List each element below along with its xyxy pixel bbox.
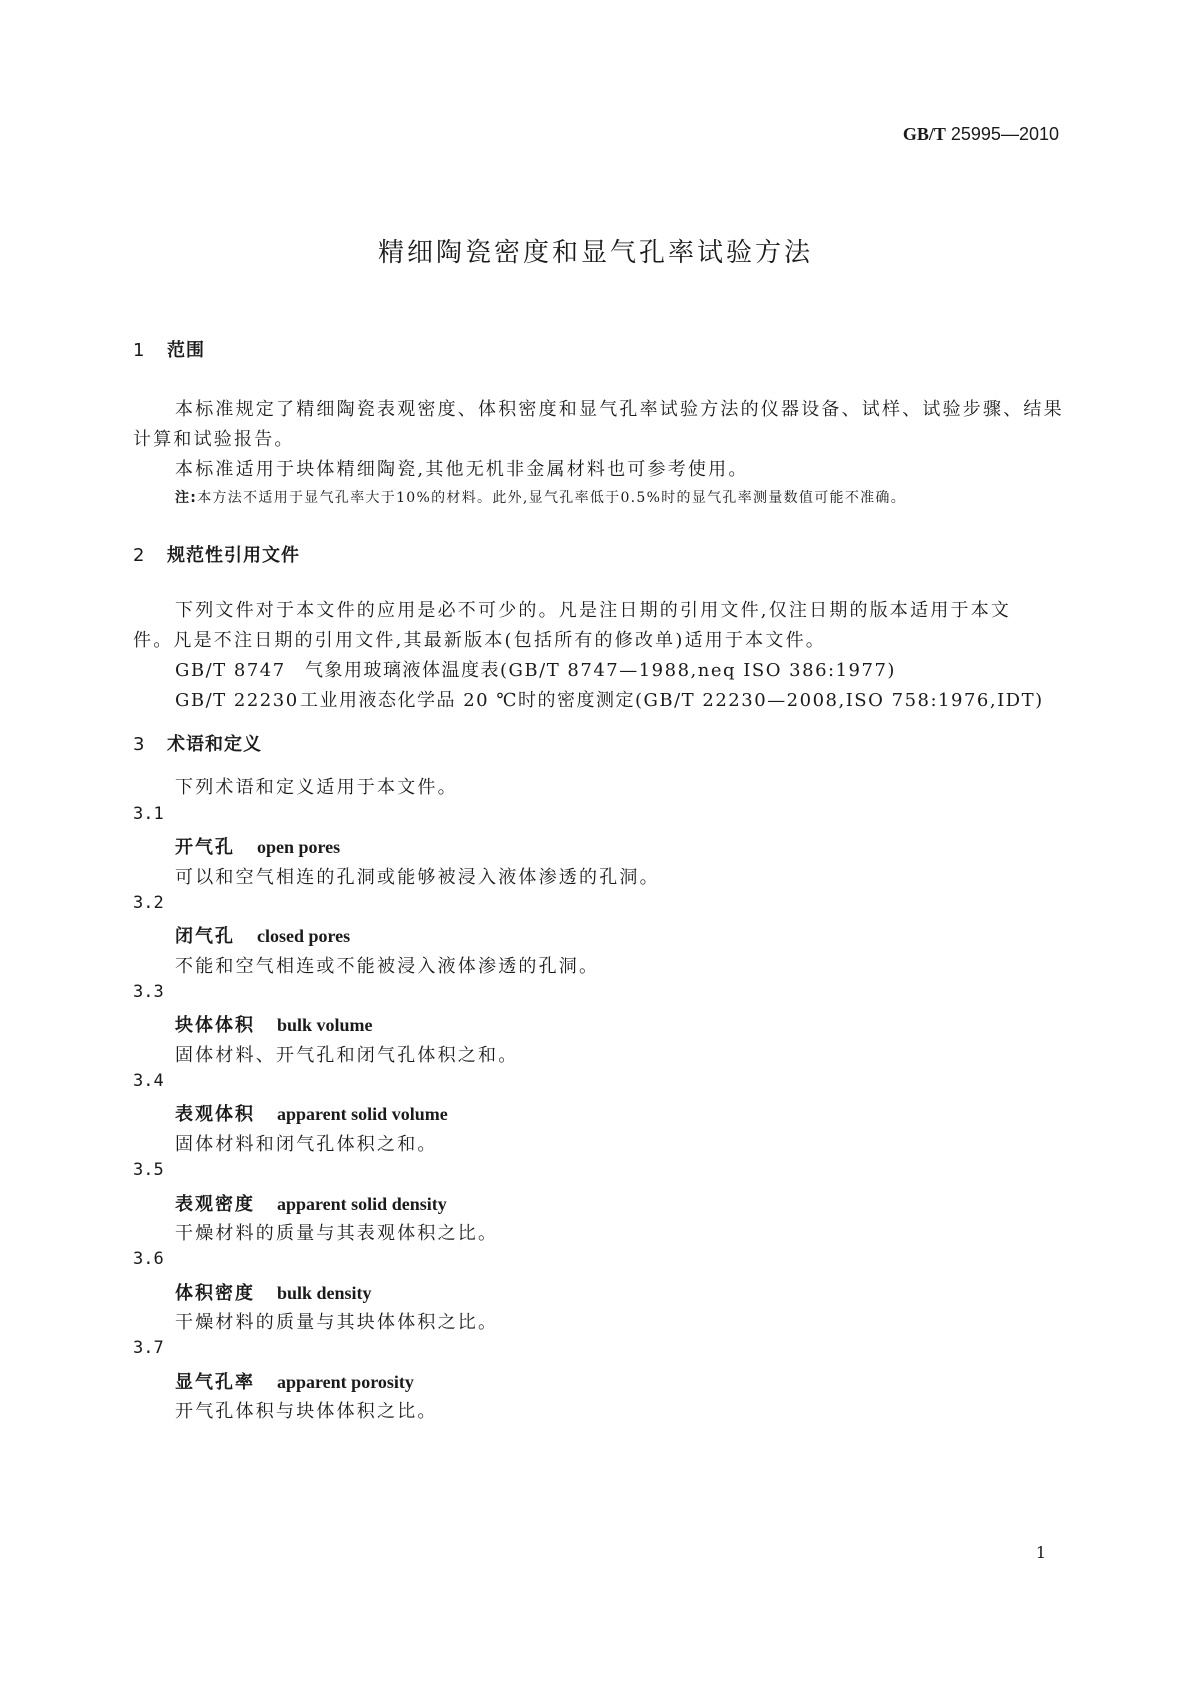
term-number: 3.2 xyxy=(133,893,164,913)
term-english: open pores xyxy=(257,837,341,857)
reference-item xyxy=(175,656,896,682)
term-heading xyxy=(175,922,350,948)
paragraph: 下列文件对于本文件的应用是必不可少的。凡是注日期的引用文件,仅注日期的版本适用于本文 xyxy=(175,600,1012,621)
term-chinese: 块体体积 xyxy=(175,1015,255,1036)
term-chinese: 闭气孔 xyxy=(175,926,235,947)
document-title: 精细陶瓷密度和显气孔率试验方法 xyxy=(377,238,813,268)
paragraph: 件。凡是不注日期的引用文件,其最新版本(包括所有的修改单)适用于本文件。 xyxy=(133,630,826,651)
term-number: 3.6 xyxy=(133,1249,164,1269)
term-definition: 可以和空气相连的孔洞或能够被浸入液体渗透的孔洞。 xyxy=(175,867,660,888)
paragraph: 本标准适用于块体精细陶瓷,其他无机非金属材料也可参考使用。 xyxy=(175,459,749,480)
term-definition: 固体材料、开气孔和闭气孔体积之和。 xyxy=(175,1045,519,1066)
term-english: bulk volume xyxy=(277,1015,373,1035)
term-heading xyxy=(175,1368,414,1394)
standard-number xyxy=(903,124,1059,145)
note-text: 本方法不适用于显气孔率大于10%的材料。此外,显气孔率低于0.5%时的显气孔率测量数值可能不准确。 xyxy=(197,490,907,506)
term-english: bulk density xyxy=(277,1283,372,1303)
term-definition: 开气孔体积与块体体积之比。 xyxy=(175,1401,438,1422)
section-number: 1 xyxy=(133,340,146,361)
standard-code: 25995—2010 xyxy=(950,124,1059,144)
term-chinese: 开气孔 xyxy=(175,837,235,858)
section-2-heading xyxy=(133,541,300,567)
section-title: 术语和定义 xyxy=(167,734,262,755)
reference-code: GB/T 8747 xyxy=(175,660,286,681)
note xyxy=(175,487,906,507)
term-definition: 干燥材料的质量与其块体体积之比。 xyxy=(175,1312,499,1333)
reference-title: 工业用液态化学品 20 ℃时的密度测定(GB/T 22230—2008,ISO 758:1976,IDT) xyxy=(300,690,1044,711)
reference-title: 气象用玻璃液体温度表(GB/T 8747—1988,neq ISO 386:1977) xyxy=(305,660,896,681)
page-number: 1 xyxy=(1035,1543,1046,1562)
term-chinese: 表观密度 xyxy=(175,1194,255,1215)
term-heading xyxy=(175,833,340,859)
term-chinese: 表观体积 xyxy=(175,1104,255,1125)
section-title: 规范性引用文件 xyxy=(167,545,300,566)
note-label: 注: xyxy=(175,490,198,506)
term-english: apparent solid volume xyxy=(277,1104,448,1124)
term-definition: 固体材料和闭气孔体积之和。 xyxy=(175,1134,438,1155)
term-chinese: 体积密度 xyxy=(175,1283,255,1304)
term-number: 3.3 xyxy=(133,982,164,1002)
term-number: 3.7 xyxy=(133,1338,164,1358)
paragraph: 本标准规定了精细陶瓷表观密度、体积密度和显气孔率试验方法的仪器设备、试样、试验步骤、结果 xyxy=(175,399,1064,420)
paragraph: 下列术语和定义适用于本文件。 xyxy=(175,777,458,798)
term-definition: 干燥材料的质量与其表观体积之比。 xyxy=(175,1223,499,1244)
section-number: 2 xyxy=(133,545,146,566)
term-english: apparent solid density xyxy=(277,1194,447,1214)
paragraph: 计算和试验报告。 xyxy=(133,429,295,450)
section-number: 3 xyxy=(133,734,146,755)
term-number: 3.1 xyxy=(133,804,164,824)
section-1-heading xyxy=(133,336,205,362)
term-chinese: 显气孔率 xyxy=(175,1372,255,1393)
section-title: 范围 xyxy=(167,340,205,361)
term-definition: 不能和空气相连或不能被浸入液体渗透的孔洞。 xyxy=(175,956,600,977)
term-english: apparent porosity xyxy=(277,1372,414,1392)
term-heading xyxy=(175,1011,373,1037)
term-number: 3.4 xyxy=(133,1071,164,1091)
reference-code: GB/T 22230 xyxy=(175,690,299,711)
standard-prefix: GB/T xyxy=(902,124,946,144)
section-3-heading xyxy=(133,730,262,756)
term-number: 3.5 xyxy=(133,1160,164,1180)
term-heading xyxy=(175,1279,372,1305)
term-heading xyxy=(175,1190,447,1216)
term-heading xyxy=(175,1100,448,1126)
term-english: closed pores xyxy=(257,926,351,946)
reference-item xyxy=(175,686,1044,712)
